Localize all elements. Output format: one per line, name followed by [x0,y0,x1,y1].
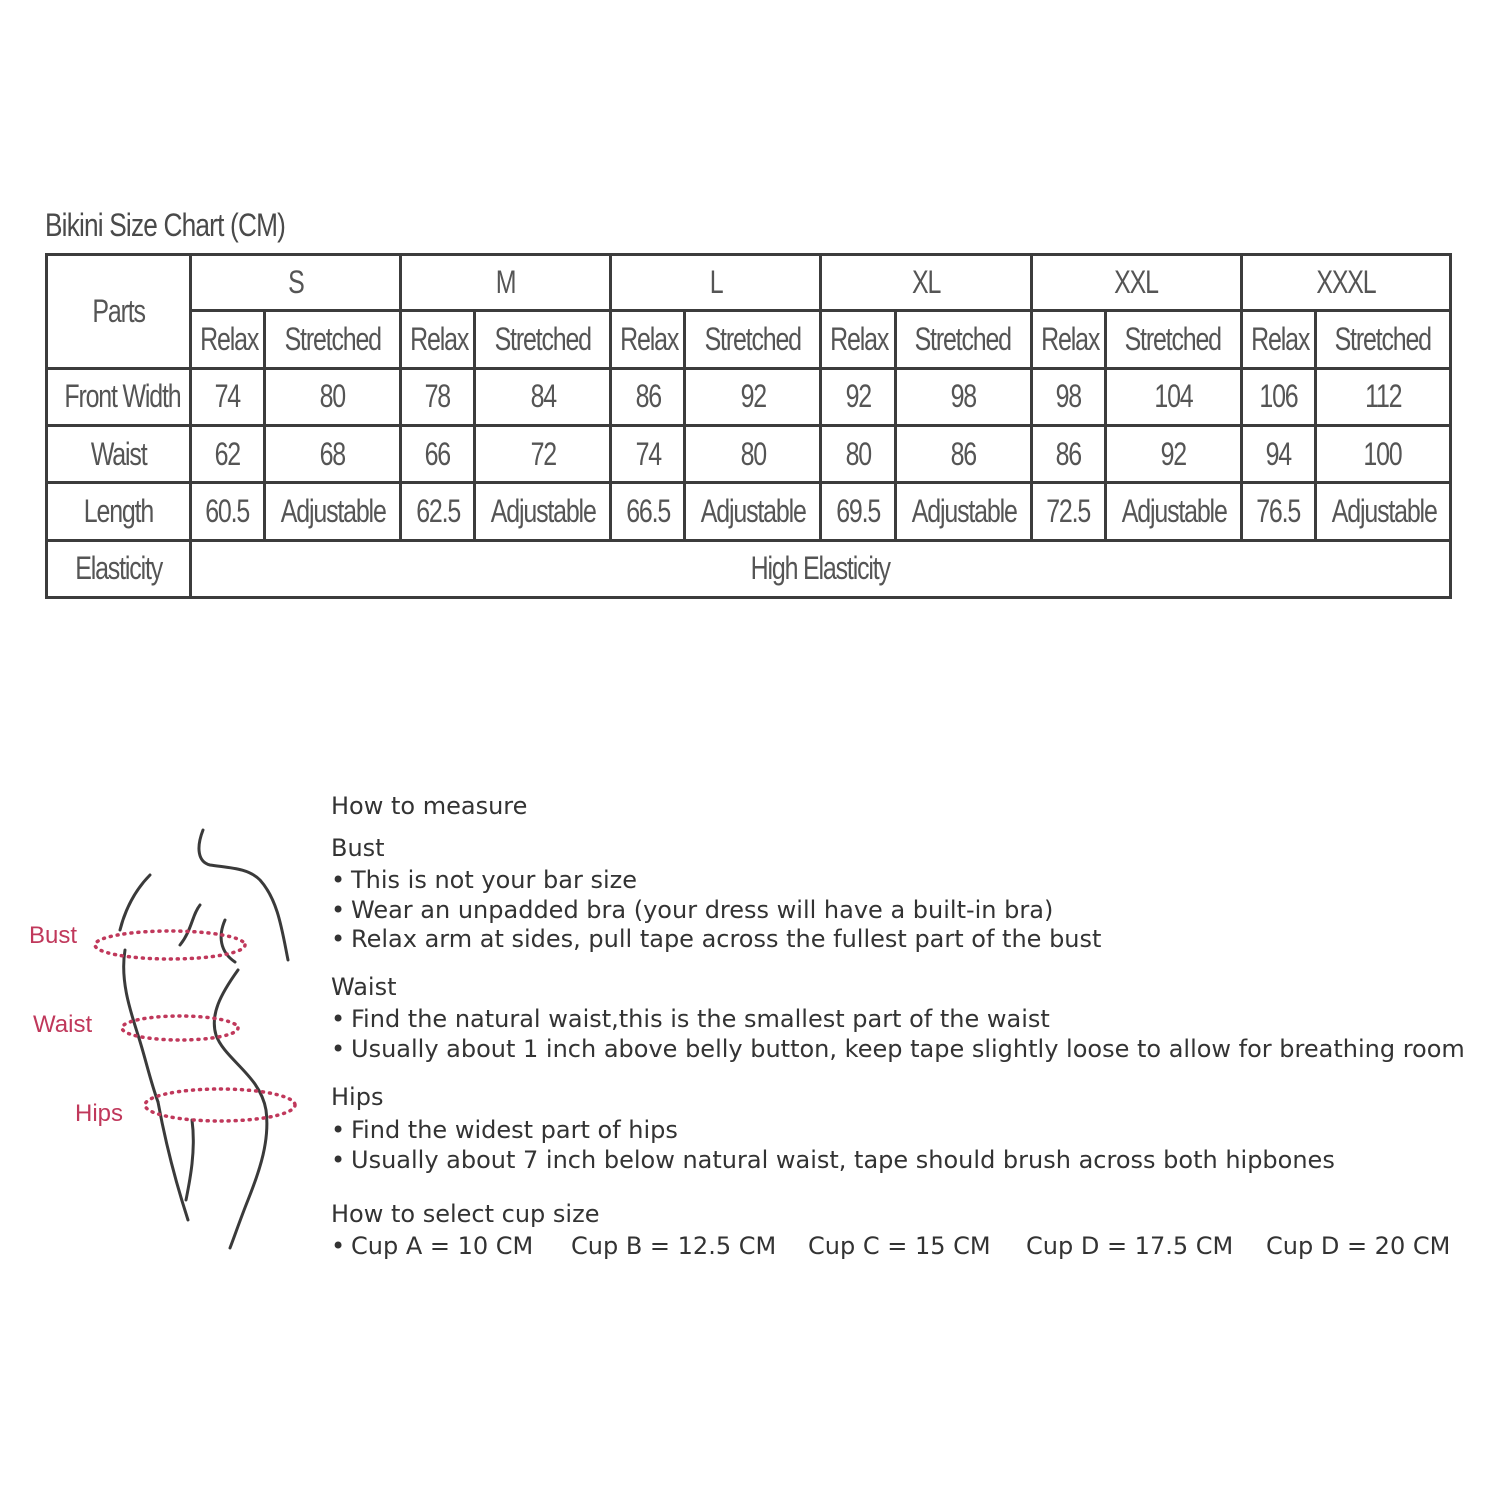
table-cell: 100 [1315,425,1450,482]
table-cell: 84 [475,368,611,425]
table-cell: 62.5 [401,483,475,540]
list-item: • Usually about 1 inch above belly button, keep tape slightly loose to allow for breathing room [331,1035,1465,1063]
subheader-relax: Relax [1241,311,1315,368]
size-header-xl: XL [821,255,1031,311]
cup-item: Cup D = 20 CM [1266,1232,1451,1260]
table-cell: 80 [265,368,401,425]
size-header-s: S [191,255,401,311]
list-item: • Relax arm at sides, pull tape across the fullest part of the bust [331,925,1102,953]
table-cell: 74 [611,425,685,482]
subheader-stretched: Stretched [895,311,1031,368]
table-cell: Adjustable [1105,483,1241,540]
waist-label: Waist [33,1011,93,1038]
size-header-xxxl: XXXL [1241,255,1450,311]
table-cell: 72 [475,425,611,482]
subheader-row [47,311,1451,368]
body-outline-illustration [20,820,310,1260]
bust-heading: Bust [331,834,385,862]
table-cell: 86 [611,368,685,425]
row-label: Waist [47,425,191,482]
table-cell: 98 [1031,368,1105,425]
chart-title: Bikini Size Chart (CM) [45,207,286,243]
cup-item: Cup D = 17.5 CM [1026,1232,1234,1260]
body-figure [20,820,310,1260]
row-front-width [47,368,1451,425]
waist-heading: Waist [331,973,397,1001]
row-waist [47,425,1451,482]
hips-label: Hips [75,1100,124,1127]
table-cell: 92 [1105,425,1241,482]
cup-item: Cup C = 15 CM [808,1232,991,1260]
table-cell: 76.5 [1241,483,1315,540]
cup-item: • Cup A = 10 CM [331,1232,534,1260]
cup-item: Cup B = 12.5 CM [571,1232,777,1260]
cup-heading: How to select cup size [331,1200,600,1228]
table-cell: Adjustable [475,483,611,540]
subheader-relax: Relax [821,311,895,368]
subheader-relax: Relax [401,311,475,368]
table-cell: 60.5 [191,483,265,540]
table-cell: Adjustable [895,483,1031,540]
list-item: • Usually about 7 inch below natural waist, tape should brush across both hipbones [331,1146,1335,1174]
list-item: • This is not your bar size [331,866,637,894]
subheader-stretched: Stretched [475,311,611,368]
subheader-stretched: Stretched [1105,311,1241,368]
size-header-l: L [611,255,821,311]
table-cell: 92 [821,368,895,425]
subheader-relax: Relax [191,311,265,368]
subheader-stretched: Stretched [265,311,401,368]
parts-header: Parts [47,255,191,369]
table-cell: Adjustable [265,483,401,540]
table-cell: Adjustable [1315,483,1450,540]
row-label: Elasticity [47,540,191,597]
table-cell: 104 [1105,368,1241,425]
hips-heading: Hips [331,1083,384,1111]
cup-size-list [331,1232,1456,1266]
table-cell: 94 [1241,425,1315,482]
table-cell: 80 [821,425,895,482]
subheader-stretched: Stretched [1315,311,1450,368]
table-cell: 112 [1315,368,1450,425]
row-elasticity [47,540,1451,597]
size-header-xxl: XXL [1031,255,1241,311]
size-table [45,253,1452,599]
table-cell: 66 [401,425,475,482]
size-header-m: M [401,255,611,311]
size-header-row [47,255,1451,311]
table-cell: 80 [685,425,821,482]
list-item: • Find the natural waist,this is the smallest part of the waist [331,1005,1050,1033]
table-cell: 66.5 [611,483,685,540]
elasticity-value: High Elasticity [191,540,1451,597]
list-item: • Find the widest part of hips [331,1116,678,1144]
table-cell: 68 [265,425,401,482]
table-cell: 78 [401,368,475,425]
table-cell: 106 [1241,368,1315,425]
table-cell: 98 [895,368,1031,425]
list-item: • Wear an unpadded bra (your dress will have a built-in bra) [331,896,1054,924]
row-length [47,483,1451,540]
table-cell: 62 [191,425,265,482]
table-cell: 86 [895,425,1031,482]
row-label: Front Width [47,368,191,425]
bust-label: Bust [29,922,78,949]
subheader-relax: Relax [1031,311,1105,368]
guide-title: How to measure [331,792,528,820]
table-cell: Adjustable [685,483,821,540]
table-cell: 72.5 [1031,483,1105,540]
row-label: Length [47,483,191,540]
table-cell: 92 [685,368,821,425]
subheader-relax: Relax [611,311,685,368]
subheader-stretched: Stretched [685,311,821,368]
table-cell: 74 [191,368,265,425]
table-cell: 86 [1031,425,1105,482]
table-cell: 69.5 [821,483,895,540]
